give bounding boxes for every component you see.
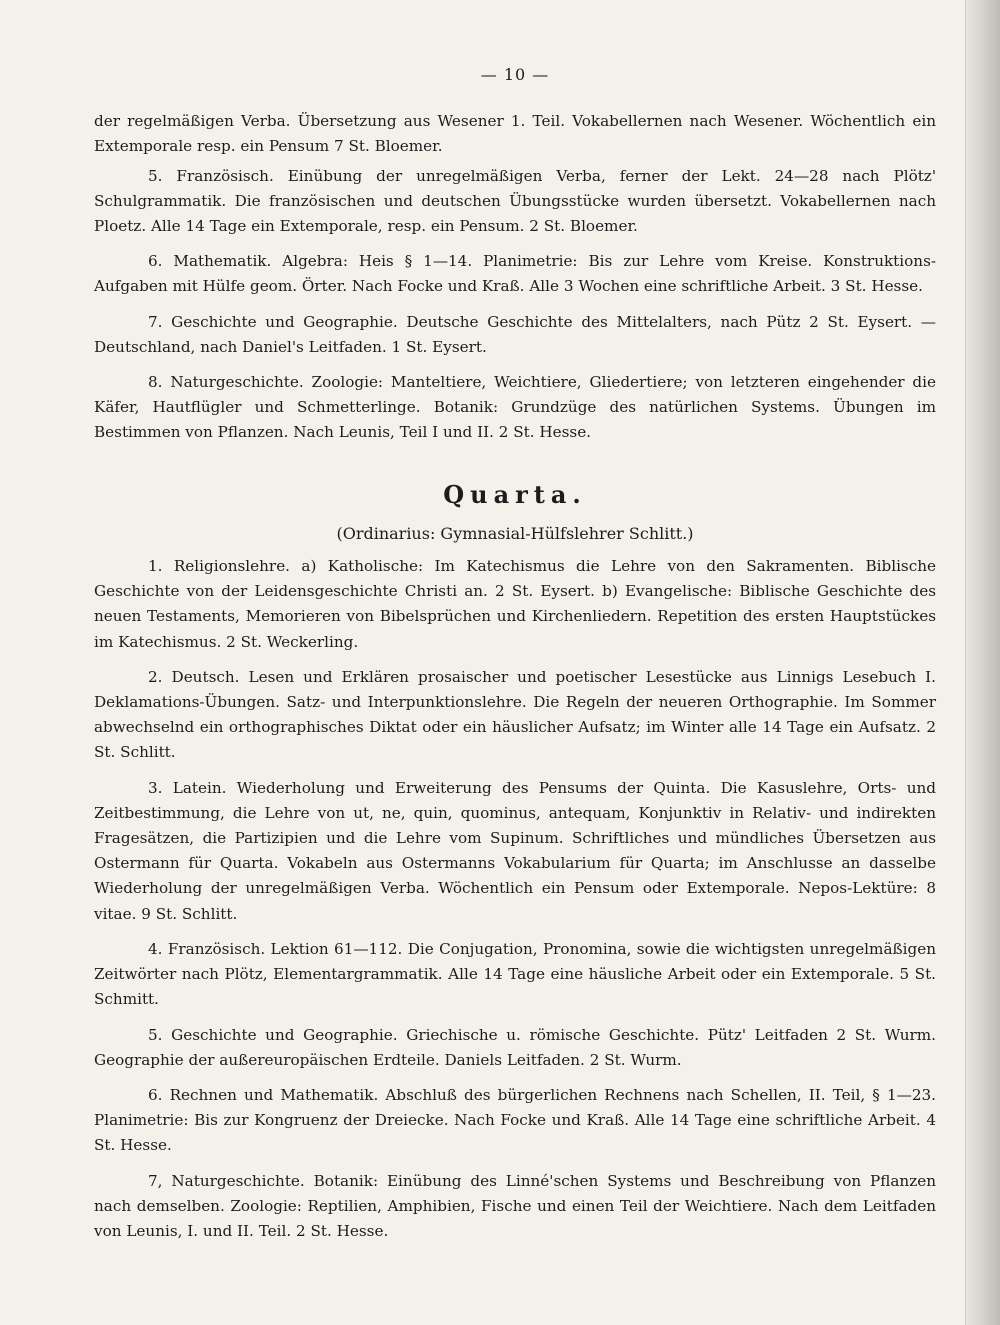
paragraph-religionslehre: 1. Religionslehre. a) Katholische: Im Katechismus die Lehre von den Sakramenten. Biblische Geschichte von der Leidensgeschichte Christi an. 2 St. Eysert. b) Evangelische: Biblische Geschichte des neuen Testaments, Memorieren von Bibelsprüchen und Kirchenliedern. Repetition des ersten Hauptstückes im Katechismus. 2 St. Weckerling. (94, 557, 936, 651)
page-number: — 10 — (480, 65, 550, 84)
page-content (94, 62, 936, 1254)
paragraph-latein: 3. Latein. Wiederholung und Erweiterung des Pensums der Quinta. Die Kasuslehre, Orts- und Zeitbestimmung, die Lehre von ut, ne, quin, quominus, antequam, Konjunktiv in Relativ- und indirekten Fragesätzen, die Partizipien und die Lehre vom Supinum. Schriftliches und mündliches Übersetzen aus Ostermann für Quarta. Vokabeln aus Ostermanns Vokabularium für Quarta; im Anschlusse an dasselbe Wiederholung der unregelmäßigen Verba. Wöchentlich ein Pensum oder Extemporale. Nepos-Lektüre: 8 vitae. 9 St. Schlitt. (94, 778, 936, 923)
paragraph-naturgeschichte-quinta: 8. Naturgeschichte. Zoologie: Manteltiere, Weichtiere, Gliedertiere; von letzteren eingehender die Käfer, Hautflügler und Schmetterlinge. Botanik: Grundzüge des natürlichen Systems. Übungen im Bestimmen von Pflanzen. Nach Leunis, Teil I und II. 2 St. Hesse. (94, 373, 936, 442)
section-subtitle-ordinarius: (Ordinarius: Gymnasial-Hülfslehrer Schlitt.) (336, 523, 694, 543)
page-edge (965, 0, 1000, 1325)
paragraph-geschichte-quinta: 7. Geschichte und Geographie. Deutsche Geschichte des Mittelalters, nach Pütz 2 St. Eysert. — Deutschland, nach Daniel's Leitfaden. 1 St. Eysert. (94, 312, 936, 356)
paragraph-deutsch: 2. Deutsch. Lesen und Erklären prosaischer und poetischer Lesestücke aus Linnigs Lesebuch I. Deklamations-Übungen. Satz- und Interpunktionslehre. Die Regeln der neueren Orthographie. Im Sommer abwechselnd ein orthographisches Diktat oder ein häuslicher Aufsatz; im Winter alle 14 Tage ein Aufsatz. 2 St. Schlitt. (94, 667, 936, 762)
paragraph-continuation: der regelmäßigen Verba. Übersetzung aus Wesener 1. Teil. Vokabellernen nach Wesener. Wöchentlich ein Extemporale resp. ein Pensum 7 St. Bloemer. (94, 112, 936, 156)
paragraph-geschichte: 5. Geschichte und Geographie. Griechische u. römische Geschichte. Pütz' Leitfaden 2 St. Wurm. Geographie der außereuropäischen Erdteile. Daniels Leitfaden. 2 St. Wurm. (94, 1025, 936, 1069)
paragraph-franzoesisch: 4. Französisch. Lektion 61—112. Die Conjugation, Pronomina, sowie die wichtigsten unregelmäßigen Zeitwörter nach Plötz, Elementargrammatik. Alle 14 Tage eine häusliche Arbeit oder ein Extemporale. 5 St. Schmitt. (94, 939, 936, 1009)
paragraph-rechnen-mathematik: 6. Rechnen und Mathematik. Abschluß des bürgerlichen Rechnens nach Schellen, II. Teil, § 1—23. Planimetrie: Bis zur Kongruenz der Dreiecke. Nach Focke und Kraß. Alle 14 Tage eine schriftliche Arbeit. 4 St. Hesse. (94, 1085, 936, 1155)
section-title-quarta: Quarta. (443, 479, 587, 509)
paragraph-naturgeschichte: 7, Naturgeschichte. Botanik: Einübung des Linné'schen Systems und Beschreibung von Pflanzen nach demselben. Zoologie: Reptilien, Amphibien, Fische und einen Teil der Weichtiere. Nach dem Leitfaden von Leunis, I. und II. Teil. 2 St. Hesse. (94, 1171, 936, 1240)
paragraph-franzoesisch-quinta: 5. Französisch. Einübung der unregelmäßigen Verba, ferner der Lekt. 24—28 nach Plötz' Schulgrammatik. Die französischen und deutschen Übungsstücke wurden übersetzt. Vokabellernen nach Ploetz. Alle 14 Tage ein Extemporale, resp. ein Pensum. 2 St. Bloemer. (94, 166, 936, 236)
paragraph-mathematik-quinta: 6. Mathematik. Algebra: Heis § 1—14. Planimetrie: Bis zur Lehre vom Kreise. Konstruktions-Aufgaben mit Hülfe geom. Örter. Nach Focke und Kraß. Alle 3 Wochen eine schriftliche Arbeit. 3 St. Hesse. (94, 252, 936, 296)
